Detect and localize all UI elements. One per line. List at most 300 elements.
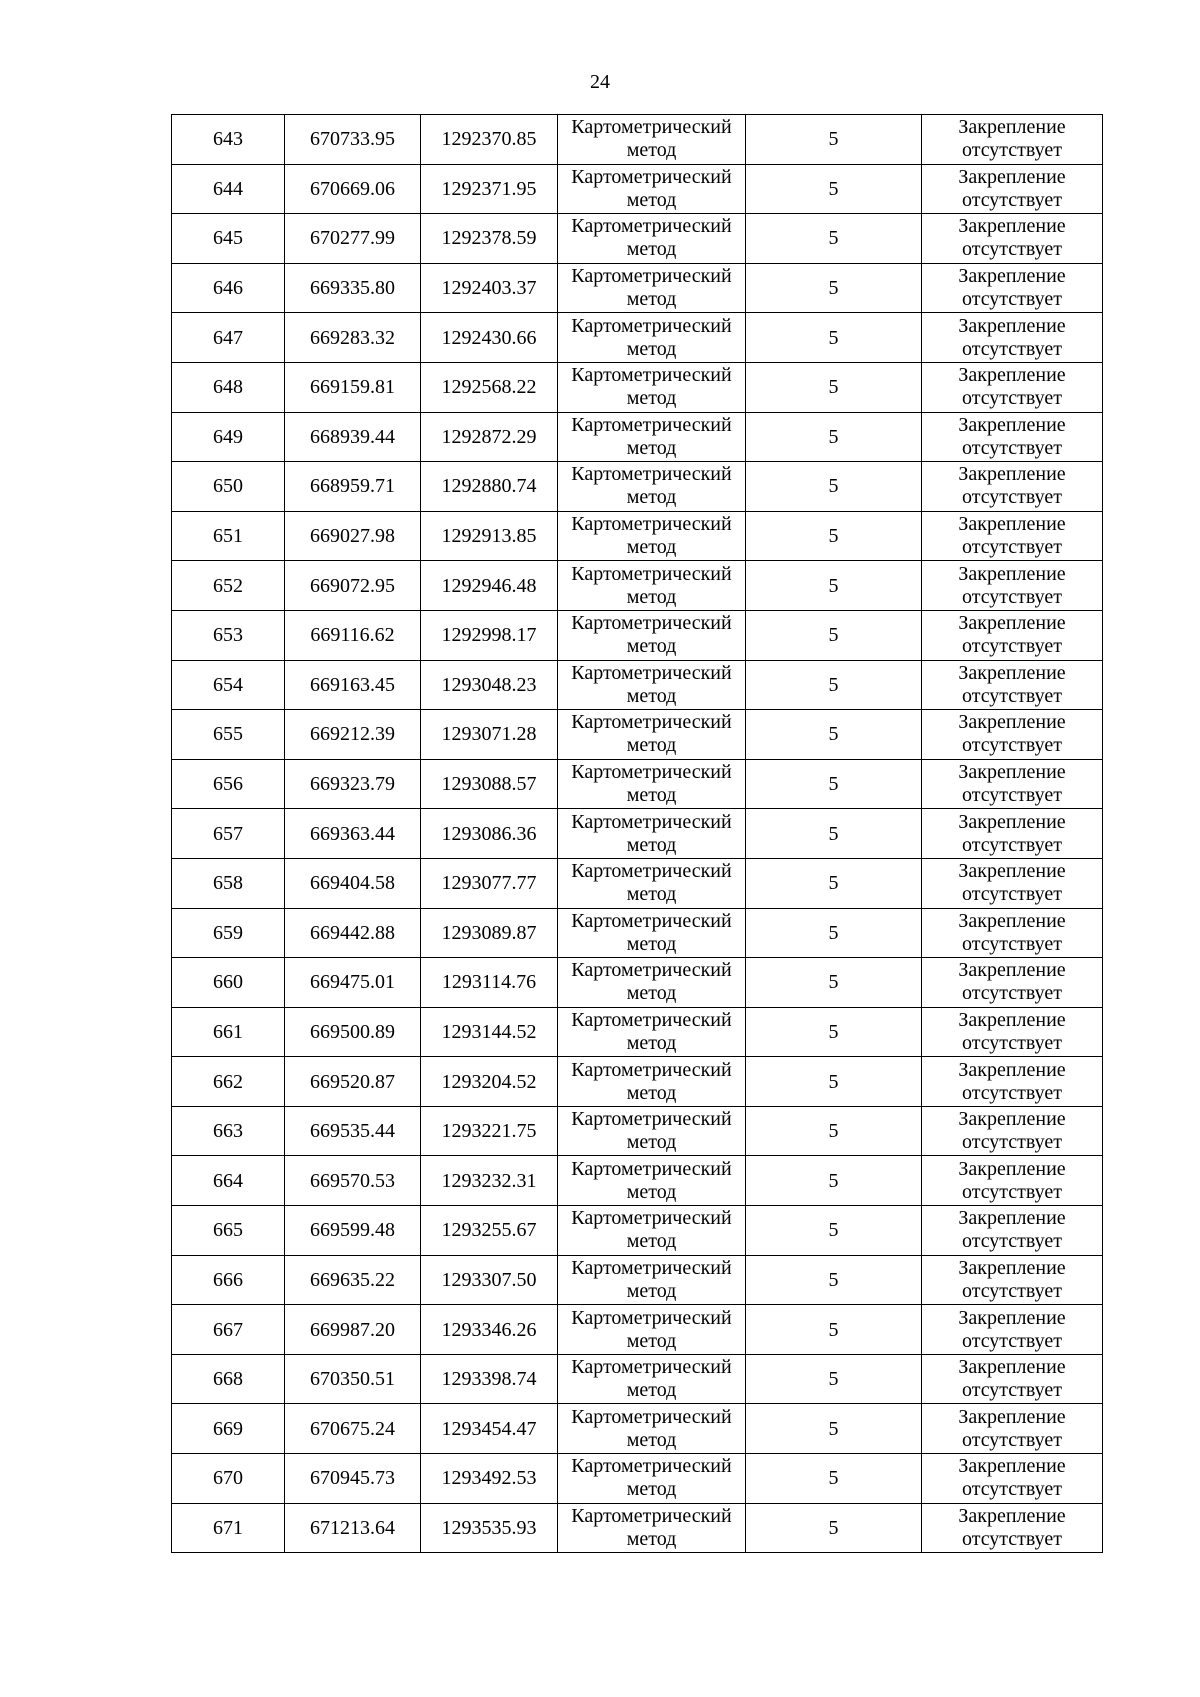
x-coordinate-cell: 670669.06 [285,164,421,214]
table-row [172,313,1103,363]
method-cell-line-1: Картометрический [571,215,732,238]
method-cell [558,1106,746,1156]
method-cell-line-1: Картометрический [571,909,732,932]
table-row [172,759,1103,809]
y-coordinate-cell: 1293088.57 [421,759,558,809]
y-coordinate-cell: 1292880.74 [421,462,558,512]
fixing-cell-line-1: Закрепление [958,860,1066,883]
y-coordinate-cell: 1292946.48 [421,561,558,611]
accuracy-cell: 5 [746,412,922,462]
method-cell-line-1: Картометрический [571,810,732,833]
method-cell-line-1: Картометрический [571,265,732,288]
method-cell-line-2: метод [626,1131,677,1154]
x-coordinate-cell: 670277.99 [285,214,421,264]
point-number-cell: 661 [172,1007,285,1057]
method-cell [558,1305,746,1355]
method-cell-line-2: метод [626,833,677,856]
fixing-cell-line-1: Закрепление [958,1455,1066,1478]
y-coordinate-cell: 1292568.22 [421,362,558,412]
x-coordinate-cell: 669323.79 [285,759,421,809]
fixing-cell [922,660,1103,710]
fixing-cell-line-2: отсутствует [961,387,1063,410]
x-coordinate-cell: 670350.51 [285,1354,421,1404]
fixing-cell-line-1: Закрепление [958,364,1066,387]
fixing-cell [922,610,1103,660]
x-coordinate-cell: 671213.64 [285,1503,421,1553]
table-row [172,1057,1103,1107]
point-number-cell: 659 [172,908,285,958]
fixing-cell-line-1: Закрепление [958,314,1066,337]
method-cell [558,263,746,313]
fixing-cell-line-2: отсутствует [961,238,1063,261]
y-coordinate-cell: 1293077.77 [421,858,558,908]
y-coordinate-cell: 1293346.26 [421,1305,558,1355]
page-number: 24 [590,71,610,93]
fixing-cell-line-2: отсутствует [961,734,1063,757]
method-cell-line-2: метод [626,188,677,211]
method-cell-line-1: Картометрический [571,1157,732,1180]
accuracy-cell: 5 [746,1454,922,1504]
y-coordinate-cell: 1293454.47 [421,1404,558,1454]
table-row [172,561,1103,611]
accuracy-cell: 5 [746,511,922,561]
method-cell-line-2: метод [626,635,677,658]
fixing-cell-line-1: Закрепление [958,1108,1066,1131]
fixing-cell [922,1106,1103,1156]
x-coordinate-cell: 669283.32 [285,313,421,363]
accuracy-cell: 5 [746,809,922,859]
coordinates-table-body [172,115,1103,1553]
fixing-cell-line-2: отсутствует [961,1379,1063,1402]
method-cell [558,462,746,512]
fixing-cell-line-1: Закрепление [958,959,1066,982]
point-number-cell: 663 [172,1106,285,1156]
y-coordinate-cell: 1293144.52 [421,1007,558,1057]
method-cell [558,710,746,760]
point-number-cell: 645 [172,214,285,264]
x-coordinate-cell: 669335.80 [285,263,421,313]
fixing-cell [922,164,1103,214]
point-number-cell: 671 [172,1503,285,1553]
y-coordinate-cell: 1292371.95 [421,164,558,214]
table-row [172,214,1103,264]
point-number-cell: 643 [172,115,285,165]
method-cell [558,1354,746,1404]
fixing-cell-line-2: отсутствует [961,684,1063,707]
method-cell-line-1: Картометрический [571,661,732,684]
method-cell-line-2: метод [626,139,677,162]
fixing-cell-line-2: отсутствует [961,1478,1063,1501]
table-row [172,1206,1103,1256]
fixing-cell [922,1206,1103,1256]
fixing-cell-line-1: Закрепление [958,761,1066,784]
fixing-cell-line-1: Закрепление [958,562,1066,585]
method-cell-line-1: Картометрический [571,761,732,784]
method-cell-line-1: Картометрический [571,562,732,585]
point-number-cell: 667 [172,1305,285,1355]
method-cell [558,908,746,958]
x-coordinate-cell: 669116.62 [285,610,421,660]
y-coordinate-cell: 1293089.87 [421,908,558,958]
fixing-cell-line-1: Закрепление [958,1256,1066,1279]
x-coordinate-cell: 669635.22 [285,1255,421,1305]
method-cell [558,115,746,165]
method-cell [558,412,746,462]
method-cell-line-1: Картометрический [571,413,732,436]
fixing-cell-line-2: отсутствует [961,1131,1063,1154]
x-coordinate-cell: 670945.73 [285,1454,421,1504]
method-cell [558,1503,746,1553]
method-cell [558,759,746,809]
accuracy-cell: 5 [746,1057,922,1107]
fixing-cell [922,759,1103,809]
method-cell-line-2: метод [626,288,677,311]
method-cell-line-2: метод [626,436,677,459]
accuracy-cell: 5 [746,610,922,660]
accuracy-cell: 5 [746,908,922,958]
fixing-cell-line-1: Закрепление [958,1306,1066,1329]
accuracy-cell: 5 [746,1156,922,1206]
fixing-cell-line-2: отсутствует [961,188,1063,211]
x-coordinate-cell: 669163.45 [285,660,421,710]
method-cell-line-2: метод [626,337,677,360]
point-number-cell: 669 [172,1404,285,1454]
table-row [172,908,1103,958]
point-number-cell: 668 [172,1354,285,1404]
method-cell-line-2: метод [626,1428,677,1451]
fixing-cell-line-1: Закрепление [958,1157,1066,1180]
point-number-cell: 653 [172,610,285,660]
fixing-cell-line-1: Закрепление [958,1405,1066,1428]
y-coordinate-cell: 1293204.52 [421,1057,558,1107]
fixing-cell-line-1: Закрепление [958,1058,1066,1081]
fixing-cell-line-2: отсутствует [961,1230,1063,1253]
x-coordinate-cell: 669987.20 [285,1305,421,1355]
method-cell [558,660,746,710]
point-number-cell: 651 [172,511,285,561]
method-cell [558,1454,746,1504]
table-row [172,1305,1103,1355]
accuracy-cell: 5 [746,164,922,214]
y-coordinate-cell: 1293307.50 [421,1255,558,1305]
fixing-cell-line-1: Закрепление [958,463,1066,486]
accuracy-cell: 5 [746,1206,922,1256]
method-cell-line-2: метод [626,684,677,707]
method-cell-line-1: Картометрический [571,165,732,188]
fixing-cell [922,1057,1103,1107]
fixing-cell-line-1: Закрепление [958,413,1066,436]
method-cell-line-2: метод [626,1031,677,1054]
fixing-cell-line-2: отсутствует [961,1279,1063,1302]
fixing-cell-line-2: отсутствует [961,1081,1063,1104]
method-cell-line-2: метод [626,1379,677,1402]
accuracy-cell: 5 [746,660,922,710]
accuracy-cell: 5 [746,561,922,611]
accuracy-cell: 5 [746,313,922,363]
fixing-cell [922,809,1103,859]
x-coordinate-cell: 669599.48 [285,1206,421,1256]
x-coordinate-cell: 668959.71 [285,462,421,512]
method-cell-line-2: метод [626,1180,677,1203]
y-coordinate-cell: 1293255.67 [421,1206,558,1256]
x-coordinate-cell: 669442.88 [285,908,421,958]
y-coordinate-cell: 1293492.53 [421,1454,558,1504]
point-number-cell: 652 [172,561,285,611]
table-row [172,462,1103,512]
point-number-cell: 649 [172,412,285,462]
fixing-cell-line-1: Закрепление [958,1504,1066,1527]
y-coordinate-cell: 1292430.66 [421,313,558,363]
method-cell [558,1057,746,1107]
method-cell-line-1: Картометрический [571,1108,732,1131]
fixing-cell [922,710,1103,760]
fixing-cell [922,263,1103,313]
fixing-cell-line-2: отсутствует [961,1180,1063,1203]
method-cell [558,362,746,412]
method-cell [558,958,746,1008]
point-number-cell: 644 [172,164,285,214]
fixing-cell [922,1503,1103,1553]
point-number-cell: 647 [172,313,285,363]
method-cell-line-2: метод [626,536,677,559]
accuracy-cell: 5 [746,263,922,313]
method-cell [558,1206,746,1256]
method-cell [558,561,746,611]
method-cell-line-1: Картометрический [571,1058,732,1081]
method-cell [558,809,746,859]
fixing-cell [922,1454,1103,1504]
table-row [172,164,1103,214]
table-row [172,809,1103,859]
point-number-cell: 654 [172,660,285,710]
fixing-cell-line-2: отсутствует [961,635,1063,658]
method-cell [558,858,746,908]
fixing-cell-line-1: Закрепление [958,1207,1066,1230]
point-number-cell: 658 [172,858,285,908]
table-row [172,1156,1103,1206]
fixing-cell [922,958,1103,1008]
point-number-cell: 655 [172,710,285,760]
x-coordinate-cell: 669072.95 [285,561,421,611]
table-row [172,1404,1103,1454]
x-coordinate-cell: 669159.81 [285,362,421,412]
x-coordinate-cell: 670733.95 [285,115,421,165]
point-number-cell: 662 [172,1057,285,1107]
fixing-cell-line-1: Закрепление [958,165,1066,188]
fixing-cell-line-2: отсутствует [961,585,1063,608]
method-cell-line-1: Картометрический [571,463,732,486]
y-coordinate-cell: 1293048.23 [421,660,558,710]
coordinates-table [171,114,1103,1553]
accuracy-cell: 5 [746,362,922,412]
fixing-cell-line-2: отсутствует [961,982,1063,1005]
method-cell-line-1: Картометрический [571,1256,732,1279]
fixing-cell [922,1305,1103,1355]
accuracy-cell: 5 [746,462,922,512]
method-cell-line-2: метод [626,1230,677,1253]
table-row [172,1354,1103,1404]
accuracy-cell: 5 [746,1404,922,1454]
accuracy-cell: 5 [746,1255,922,1305]
method-cell [558,511,746,561]
accuracy-cell: 5 [746,1305,922,1355]
table-row [172,1454,1103,1504]
accuracy-cell: 5 [746,1354,922,1404]
method-cell-line-1: Картометрический [571,513,732,536]
method-cell-line-2: метод [626,486,677,509]
method-cell-line-2: метод [626,238,677,261]
table-row [172,610,1103,660]
x-coordinate-cell: 669535.44 [285,1106,421,1156]
accuracy-cell: 5 [746,858,922,908]
point-number-cell: 648 [172,362,285,412]
x-coordinate-cell: 669570.53 [285,1156,421,1206]
method-cell-line-1: Картометрический [571,1405,732,1428]
method-cell-line-2: метод [626,585,677,608]
point-number-cell: 650 [172,462,285,512]
y-coordinate-cell: 1293221.75 [421,1106,558,1156]
fixing-cell-line-2: отсутствует [961,1031,1063,1054]
fixing-cell [922,115,1103,165]
y-coordinate-cell: 1292872.29 [421,412,558,462]
table-row [172,710,1103,760]
fixing-cell-line-1: Закрепление [958,116,1066,139]
method-cell-line-1: Картометрический [571,314,732,337]
method-cell-line-2: метод [626,1081,677,1104]
method-cell-line-2: метод [626,1329,677,1352]
method-cell [558,214,746,264]
fixing-cell-line-2: отсутствует [961,1329,1063,1352]
method-cell-line-1: Картометрический [571,959,732,982]
table-row [172,1106,1103,1156]
method-cell [558,164,746,214]
fixing-cell [922,214,1103,264]
method-cell-line-2: метод [626,932,677,955]
fixing-cell-line-2: отсутствует [961,932,1063,955]
fixing-cell-line-2: отсутствует [961,337,1063,360]
accuracy-cell: 5 [746,1007,922,1057]
y-coordinate-cell: 1292378.59 [421,214,558,264]
x-coordinate-cell: 669520.87 [285,1057,421,1107]
method-cell-line-2: метод [626,1478,677,1501]
table-row [172,1007,1103,1057]
fixing-cell [922,1007,1103,1057]
method-cell [558,1007,746,1057]
fixing-cell-line-2: отсутствует [961,436,1063,459]
fixing-cell [922,511,1103,561]
method-cell [558,1255,746,1305]
method-cell-line-1: Картометрический [571,860,732,883]
point-number-cell: 660 [172,958,285,1008]
point-number-cell: 657 [172,809,285,859]
y-coordinate-cell: 1293071.28 [421,710,558,760]
table-row [172,511,1103,561]
accuracy-cell: 5 [746,214,922,264]
fixing-cell-line-2: отсутствует [961,536,1063,559]
method-cell-line-1: Картометрический [571,612,732,635]
point-number-cell: 666 [172,1255,285,1305]
point-number-cell: 656 [172,759,285,809]
method-cell-line-1: Картометрический [571,1504,732,1527]
method-cell-line-1: Картометрический [571,1356,732,1379]
accuracy-cell: 5 [746,759,922,809]
accuracy-cell: 5 [746,710,922,760]
y-coordinate-cell: 1293535.93 [421,1503,558,1553]
method-cell-line-1: Картометрический [571,1008,732,1031]
fixing-cell-line-2: отсутствует [961,833,1063,856]
fixing-cell-line-1: Закрепление [958,215,1066,238]
method-cell-line-2: метод [626,1279,677,1302]
table-row [172,660,1103,710]
fixing-cell [922,561,1103,611]
fixing-cell [922,1255,1103,1305]
fixing-cell [922,412,1103,462]
fixing-cell [922,908,1103,958]
y-coordinate-cell: 1292998.17 [421,610,558,660]
fixing-cell-line-2: отсутствует [961,486,1063,509]
fixing-cell-line-2: отсутствует [961,288,1063,311]
method-cell-line-1: Картометрический [571,364,732,387]
table-row [172,1255,1103,1305]
y-coordinate-cell: 1293398.74 [421,1354,558,1404]
fixing-cell-line-1: Закрепление [958,909,1066,932]
method-cell-line-1: Картометрический [571,1455,732,1478]
y-coordinate-cell: 1293114.76 [421,958,558,1008]
method-cell-line-1: Картометрический [571,1207,732,1230]
fixing-cell-line-2: отсутствует [961,883,1063,906]
point-number-cell: 670 [172,1454,285,1504]
point-number-cell: 664 [172,1156,285,1206]
method-cell [558,610,746,660]
x-coordinate-cell: 669212.39 [285,710,421,760]
x-coordinate-cell: 669500.89 [285,1007,421,1057]
fixing-cell-line-2: отсутствует [961,784,1063,807]
fixing-cell [922,858,1103,908]
fixing-cell-line-1: Закрепление [958,711,1066,734]
fixing-cell [922,313,1103,363]
fixing-cell-line-1: Закрепление [958,265,1066,288]
fixing-cell [922,462,1103,512]
fixing-cell-line-2: отсутствует [961,139,1063,162]
y-coordinate-cell: 1292913.85 [421,511,558,561]
method-cell-line-1: Картометрический [571,711,732,734]
x-coordinate-cell: 669475.01 [285,958,421,1008]
fixing-cell-line-1: Закрепление [958,661,1066,684]
accuracy-cell: 5 [746,1503,922,1553]
fixing-cell-line-2: отсутствует [961,1527,1063,1550]
method-cell-line-1: Картометрический [571,1306,732,1329]
table-row [172,263,1103,313]
accuracy-cell: 5 [746,958,922,1008]
fixing-cell [922,1404,1103,1454]
table-row [172,858,1103,908]
y-coordinate-cell: 1292403.37 [421,263,558,313]
accuracy-cell: 5 [746,115,922,165]
x-coordinate-cell: 669027.98 [285,511,421,561]
accuracy-cell: 5 [746,1106,922,1156]
fixing-cell [922,1156,1103,1206]
fixing-cell-line-1: Закрепление [958,810,1066,833]
x-coordinate-cell: 670675.24 [285,1404,421,1454]
y-coordinate-cell: 1293232.31 [421,1156,558,1206]
method-cell [558,313,746,363]
method-cell-line-2: метод [626,982,677,1005]
fixing-cell [922,1354,1103,1404]
table-row [172,115,1103,165]
x-coordinate-cell: 669404.58 [285,858,421,908]
fixing-cell [922,362,1103,412]
fixing-cell-line-1: Закрепление [958,1356,1066,1379]
